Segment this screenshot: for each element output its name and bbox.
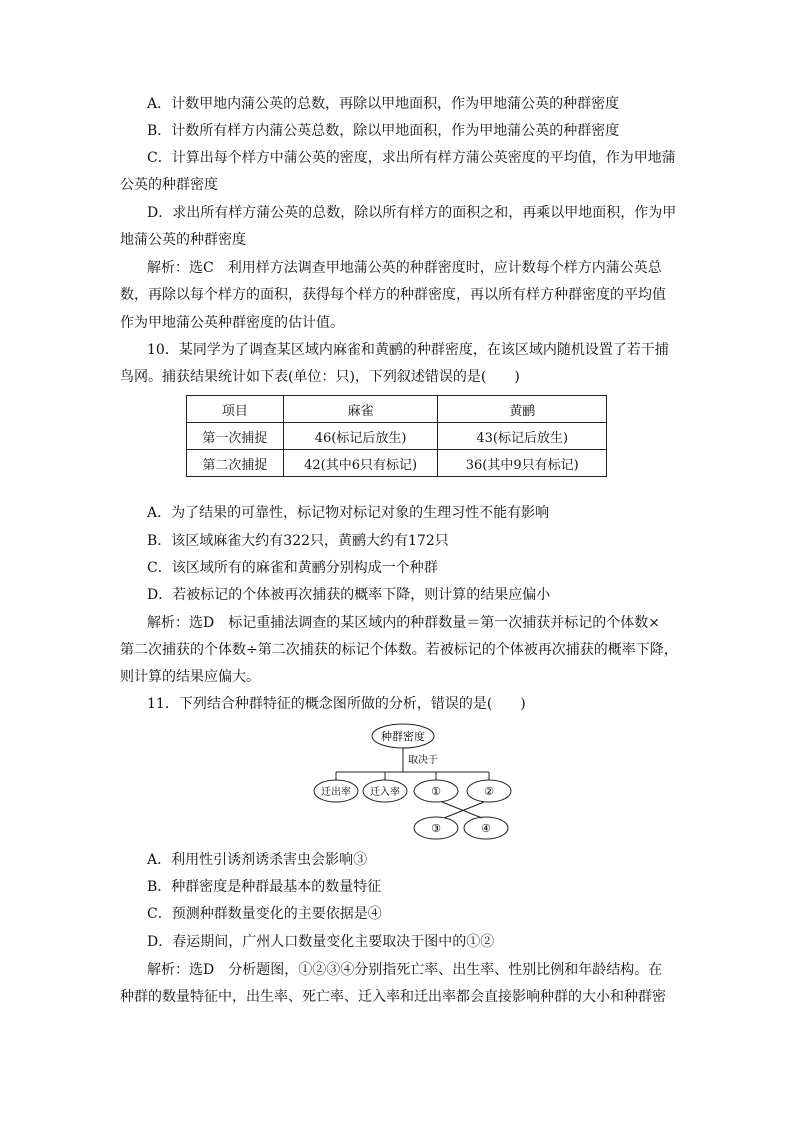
- q11-option-b: B．种群密度是种群最基本的数量特征: [147, 879, 382, 895]
- q10-option-a: A．为了结果的可靠性，标记物对标记对象的生理习性不能有影响: [147, 505, 550, 521]
- table-cell: 第二次捕捉: [187, 450, 284, 477]
- population-concept-diagram: [300, 718, 530, 843]
- diagram-node-immigration-label: 迁入率: [370, 787, 400, 798]
- q9-option-c-line2: 公英的种群密度: [120, 177, 218, 193]
- q9-option-a: A．计数甲地内蒲公英的总数，再除以甲地面积，作为甲地蒲公英的种群密度: [147, 96, 620, 112]
- q11-option-c: C．预测种群数量变化的主要依据是④: [147, 906, 382, 922]
- diagram-node-4-label: ④: [481, 822, 491, 835]
- diagram-connector-label: 取决于: [408, 755, 438, 766]
- diagram-node-density-label: 种群密度: [381, 730, 425, 743]
- diagram-node-emigration-label: 迁出率: [321, 787, 351, 798]
- diagram-cross-line: [442, 802, 482, 818]
- q10-analysis-line1: 解析：选D 标记重捕法调查的某区域内的种群数量＝第一次捕获并标记的个体数×: [147, 615, 660, 631]
- q10-analysis-line2: 第二次捕获的个体数÷第二次捕获的标记个体数。若被标记的个体被再次捕获的概率下降，: [120, 642, 678, 658]
- table-row: [187, 450, 607, 477]
- q9-option-b: B．计数所有样方内蒲公英总数，除以甲地面积，作为甲地蒲公英的种群密度: [147, 123, 620, 139]
- q9-option-d-line2: 地蒲公英的种群密度: [120, 232, 246, 248]
- table-header-row: [187, 396, 607, 423]
- q11-option-d: D．春运期间，广州人口数量变化主要取决于图中的①②: [147, 934, 495, 950]
- q11-analysis-line1: 解析：选D 分析题图，①②③④分别指死亡率、出生率、性别比例和年龄结构。在: [147, 962, 663, 978]
- table-cell: 42(其中6只有标记): [283, 450, 438, 477]
- q10-option-b: B．该区域麻雀大约有322只，黄鹂大约有172只: [147, 533, 449, 549]
- diagram-cross-line: [444, 802, 484, 818]
- capture-results-table: [186, 395, 607, 477]
- q10-stem-line1: 10．某同学为了调查某区域内麻雀和黄鹂的种群密度，在该区域内随机设置了若干捕: [147, 342, 669, 358]
- table-header-cell: 麻雀: [283, 396, 438, 423]
- q9-option-d-line1: D．求出所有样方蒲公英的总数，除以所有样方的面积之和，再乘以甲地面积，作为甲: [147, 205, 677, 221]
- table-cell: 36(其中9只有标记): [438, 450, 607, 477]
- table-cell: 46(标记后放生): [283, 423, 438, 450]
- table-header-cell: 黄鹂: [438, 396, 607, 423]
- q9-option-c-line1: C．计算出每个样方中蒲公英的密度，求出所有样方蒲公英密度的平均值，作为甲地蒲: [147, 150, 676, 166]
- diagram-node-2-label: ②: [484, 785, 494, 798]
- q9-analysis-line1: 解析：选C 利用样方法调查甲地蒲公英的种群密度时，应计数每个样方内蒲公英总: [147, 260, 662, 276]
- q11-analysis-line2: 种群的数量特征中，出生率、死亡率、迁入率和迁出率都会直接影响种群的大小和种群密: [120, 989, 666, 1005]
- diagram-node-3-label: ③: [431, 822, 441, 835]
- table-cell: 第一次捕捉: [187, 423, 284, 450]
- q10-option-d: D．若被标记的个体被再次捕获的概率下降，则计算的结果应偏小: [147, 587, 551, 603]
- q11-option-a: A．利用性引诱剂诱杀害虫会影响③: [147, 852, 368, 868]
- table-cell: 43(标记后放生): [438, 423, 607, 450]
- q9-analysis-line3: 作为甲地蒲公英种群密度的估计值。: [120, 315, 344, 331]
- q11-stem: 11．下列结合种群特征的概念图所做的分析，错误的是( ): [147, 696, 526, 712]
- diagram-node-1-label: ①: [431, 785, 441, 798]
- table-row: [187, 423, 607, 450]
- q10-stem-line2: 鸟网。捕获结果统计如下表(单位：只)，下列叙述错误的是( ): [120, 369, 520, 385]
- q10-option-c: C．该区域所有的麻雀和黄鹂分别构成一个种群: [147, 560, 438, 576]
- table-header-cell: 项目: [187, 396, 284, 423]
- q9-analysis-line2: 数，再除以每个样方的面积，获得每个样方的种群密度，再以所有样方种群密度的平均值: [120, 287, 666, 303]
- q10-analysis-line3: 则计算的结果应偏大。: [120, 669, 260, 685]
